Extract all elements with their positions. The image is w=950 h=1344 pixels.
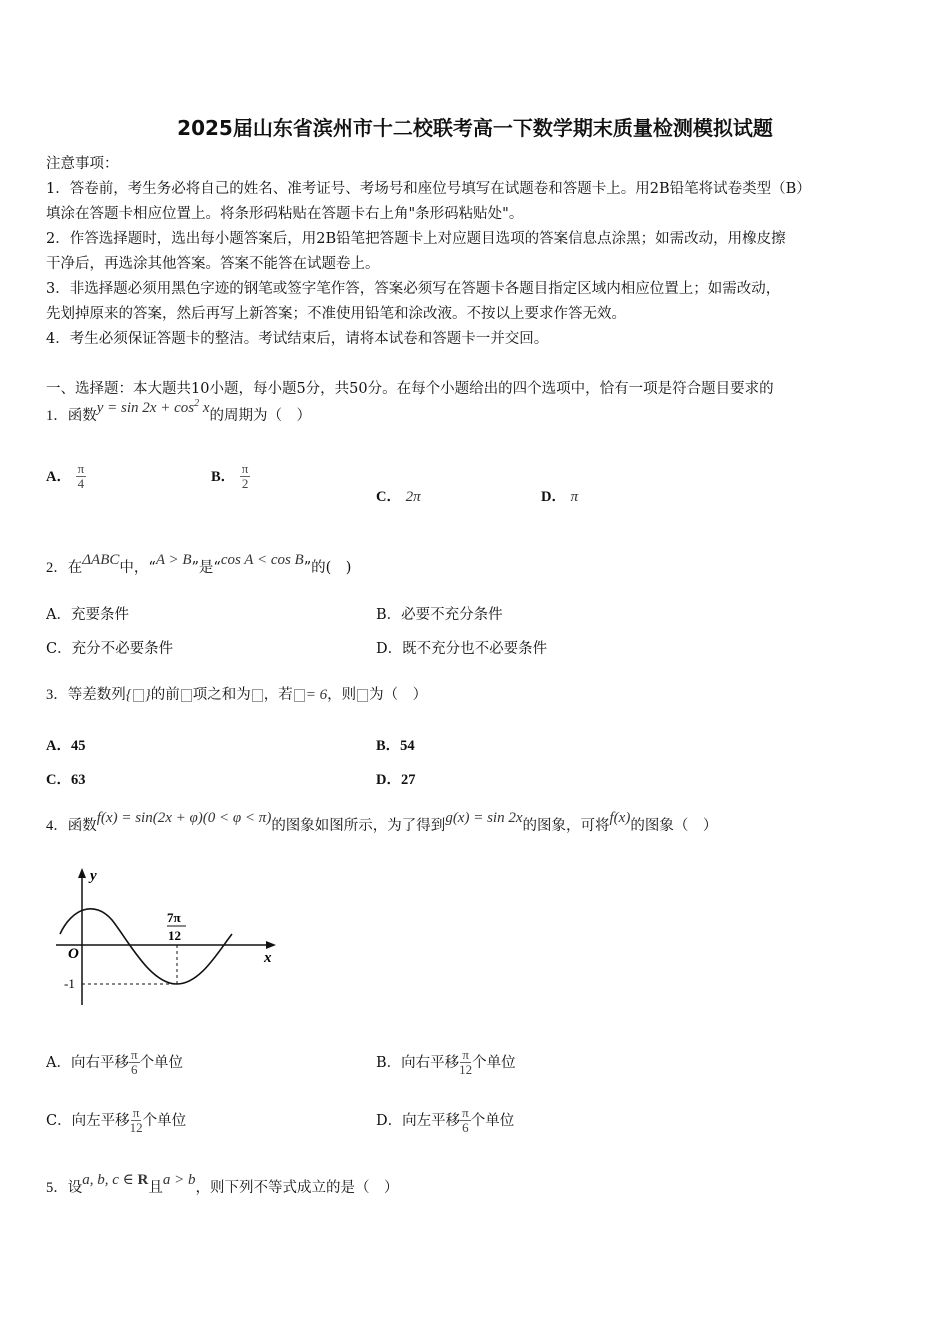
q3-option-d[interactable]: D．27	[376, 772, 416, 788]
q5-vars: a, b, c ∈ R	[82, 1172, 149, 1188]
q1-option-a[interactable]: A． $\frac{\pi}{4}$	[46, 461, 85, 492]
q1-option-c[interactable]: C． 2π	[376, 489, 421, 505]
q4-option-a[interactable]: A．向右平移 $\frac{\pi}{6}$ 个单位	[46, 1047, 184, 1078]
y-label: y	[90, 868, 97, 884]
x-label: x	[264, 950, 272, 966]
question-1	[46, 398, 311, 425]
q1-post: 的周期为（ ）	[209, 408, 311, 424]
q3-s5-placeholder	[294, 689, 305, 702]
section-heading: 一、选择题：本大题共10小题，每小题5分，共50分。在每个小题给出的四个选项中，恰有一项是符合题目要求的	[46, 381, 774, 397]
y-axis-arrow	[78, 868, 86, 878]
note-line-2: 2．作答选择题时，选出每小题答案后，用2B铅笔把答题卡上对应题目选项的答案信息点涂黑；如需改动，用橡皮擦	[46, 231, 786, 247]
note-line-1: 1．答卷前，考生务必将自己的姓名、准考证号、考场号和座位号填写在试题卷和答题卡上。用2B铅笔将试卷类型（B）	[46, 181, 811, 197]
q4-option-c[interactable]: C．向左平移 $\frac{\pi}{12}$ 个单位	[46, 1105, 187, 1136]
q2-option-b[interactable]: B．必要不充分条件	[376, 607, 503, 623]
q5-condition: a > b	[162, 1172, 196, 1188]
q3-sequence: { }	[125, 687, 151, 703]
question-4: 4．函数f(x) = sin(2x + φ)(0 < φ < π)的图象如图所示，为了得到g(x) = sin 2x的图象，可将f(x)的图象（ ）	[46, 810, 718, 834]
q3-option-b[interactable]: B．54	[376, 738, 415, 754]
q1-pre: 函数	[67, 408, 97, 424]
q1-number: 1．	[46, 408, 68, 424]
min-label: -1	[64, 976, 75, 991]
tick-numerator: 7π	[167, 910, 181, 925]
note-line-2b: 干净后，再选涂其他答案。答案不能答在试题卷上。	[46, 256, 380, 272]
q3-n-placeholder	[181, 689, 192, 702]
q2-condition-1: A > B	[155, 552, 192, 568]
note-line-3: 3．非选择题必须用黑色字迹的钢笔或签字笔作答，答案必须写在答题卡各题目指定区域内相应位置上；如需改动，	[46, 281, 781, 297]
q2-option-d[interactable]: D．既不充分也不必要条件	[376, 641, 548, 657]
q1-a-fraction: $\frac{\pi}{4}$	[77, 461, 85, 492]
q3-s9-placeholder	[357, 689, 368, 702]
q4-option-d[interactable]: D．向左平移 $\frac{\pi}{6}$ 个单位	[376, 1105, 515, 1136]
q1-formula: $y = \sin 2x + \cos^2 x$	[96, 398, 210, 416]
q4-formula-f: f(x) = sin(2x + φ)(0 < φ < π)	[96, 810, 272, 826]
q2-option-a[interactable]: A．充要条件	[46, 607, 129, 623]
note-line-1b: 填涂在答题卡相应位置上。将条形码粘贴在答题卡右上角"条形码粘贴处"。	[46, 206, 524, 222]
q2-triangle: ΔABC	[82, 552, 120, 568]
q4-formula-fx: f(x)	[609, 810, 631, 826]
q3-condition: = 6	[305, 687, 328, 703]
question-2: 2．在ΔABC中，“A > B”是“cos A < cos B”的( )	[46, 552, 352, 576]
q3-option-a[interactable]: A．45	[46, 738, 86, 754]
q1-option-d[interactable]: D． π	[541, 489, 579, 505]
q3-sn-placeholder	[252, 689, 263, 702]
q4-formula-g: g(x) = sin 2x	[445, 810, 523, 826]
q2-option-c[interactable]: C．充分不必要条件	[46, 641, 174, 657]
x-axis-arrow	[266, 941, 276, 949]
q4-option-b[interactable]: B．向右平移 $\frac{\pi}{12}$ 个单位	[376, 1047, 516, 1078]
q1-option-b[interactable]: B． $\frac{\pi}{2}$	[211, 461, 249, 492]
question-3: 3．等差数列{ }的前 项之和为 ，若 = 6，则 为（ ）	[46, 687, 428, 703]
q3-option-c[interactable]: C．63	[46, 772, 86, 788]
q1-b-fraction: $\frac{\pi}{2}$	[241, 461, 249, 492]
note-line-4: 4．考生必须保证答题卡的整洁。考试结束后，请将本试卷和答题卡一并交回。	[46, 331, 549, 347]
question-5: 5．设a, b, c ∈ R且a > b，则下列不等式成立的是（ ）	[46, 1172, 399, 1196]
note-line-3b: 先划掉原来的答案，然后再写上新答案；不准使用铅笔和涂改液。不按以上要求作答无效。	[46, 306, 626, 322]
sine-curve	[60, 909, 232, 984]
q2-condition-2: cos A < cos B	[220, 552, 304, 568]
notes-heading: 注意事项：	[46, 156, 119, 172]
origin-label: O	[68, 946, 79, 962]
page-title: 2025届山东省滨州市十二校联考高一下数学期末质量检测模拟试题	[177, 116, 773, 140]
q4-graph	[50, 860, 285, 1010]
tick-denominator: 12	[168, 928, 181, 943]
